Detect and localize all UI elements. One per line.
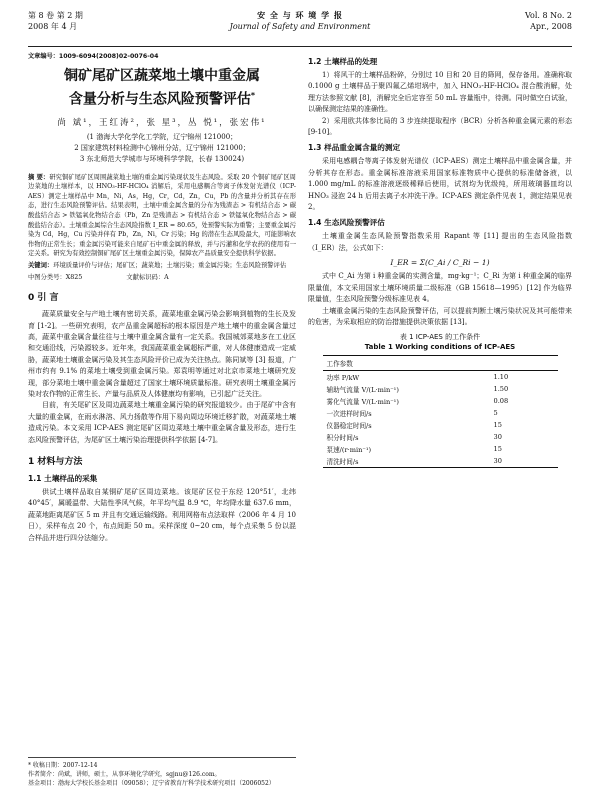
affiliation-1: (1 渤海大学化学化工学院，辽宁锦州 121000；	[86, 132, 238, 141]
table-header-cell: 工作参数	[323, 356, 490, 371]
footnote-funding: 基金项目：渤海大学校长基金项目（09058）；辽宁省教育厅科学技术研究项目（2006052）	[28, 780, 275, 787]
section-heading-materials: 1 材料与方法	[28, 457, 83, 468]
subsection-heading-1-4: 1.4 生态风险预警评估	[308, 218, 385, 228]
running-header	[28, 10, 572, 47]
table-cell-param: 雾化气流量 V/(L·min⁻¹)	[326, 398, 399, 407]
right-column	[308, 52, 572, 792]
table-1-caption-cn: 表 1 ICP-AES 的工作条件	[399, 333, 481, 342]
affiliations	[28, 132, 296, 165]
author-list: 尚 斌¹，王红涛²，张 星³，丛 悦¹，张宏伟¹	[57, 117, 267, 128]
title-footnote-mark: *	[250, 91, 256, 100]
left-column	[28, 52, 296, 792]
footnote	[28, 757, 296, 788]
table-row	[323, 443, 558, 455]
sample-treatment-paragraph-1: 1）将风干的土壤样品粉碎，分别过 10 目和 20 目的筛网，保存备用。准确称取 0.1000 g 土壤样品于聚四氟乙烯坩埚中，加入 HNO₃-HF-HClO₄ 混合酸消解，处理方法参照文献 [8]，消解完全后定容至 50 mL 容量瓶中，待测。同时做空白试验，以确保测定结果的准确性。	[308, 71, 572, 114]
subsection-heading-1-2: 1.2 土壤样品的处理	[308, 57, 378, 66]
affiliation-2: 2 国家建筑材料检测中心锦州分站，辽宁锦州 121000；	[74, 143, 250, 152]
table-row	[323, 407, 558, 419]
journal-name-en: Journal of Safety and Environment	[229, 22, 371, 31]
table-cell-param: 清洗时间/s	[323, 455, 490, 468]
classification	[28, 273, 296, 283]
table-cell-param: 仪器稳定时间/s	[326, 422, 372, 431]
table-row	[323, 383, 558, 395]
table-1-grid	[323, 355, 558, 468]
measurement-paragraph: 采用电感耦合等离子体发射光谱仪（ICP-AES）测定土壤样品中重金属含量，并分析其存在形态。重金属标准溶液采用国家标准物质中心提供的标准储备液，以 1.000 mg/mL 的标准溶液逐级稀释后使用，试剂均为优级纯，所用玻璃器皿均以 HNO₃ 浸泡 24 h 后用去离子水冲洗干净。ICP-AES 测定条件见表 1，测定结果见表 2。	[308, 157, 572, 212]
table-cell-value: 1.10	[493, 373, 509, 382]
table-cell-param: 泵速/(r·min⁻¹)	[326, 446, 372, 455]
table-row	[323, 419, 558, 431]
section-heading-intro: 0 引 言	[28, 293, 59, 304]
table-header-row	[323, 356, 558, 371]
abstract-text: 研究铜矿尾矿区周围蔬菜地土壤的重金属污染现状及生态风险。采取 20 个铜矿尾矿区周边菜地的土壤样本，以 HNO₃-HF-HClO₄ 消解后，采用电感耦合等离子体发射光谱仪（ICP-AES）测定土壤样品中 Mn，Ni，As，Hg，Cr，Cd，Zn，Cu，Pb 的含量并分析其存在形态，进行生态风险预警评估。结果表明，土壤中重金属含量的分布为残渣态 > 有机结合态 > 碳酸盐结合态 > 铁锰氧化物结合态（Pb，Zn 是残渣态 > 有机结合态 > 铁锰氧化物结合态 > 碳酸盐结合态）。土壤重金属综合生态风险指数 I_ER = 80.65，处预警实际为重警；主要重金属污染为 Cd，Hg，Cu 污染并伴有 Pb，Zn，Ni，Cr 污染；Hg 的潜在生态风险最大，可能影响农作物的正常生长；重金属污染可能来自尾矿石中重金属的释放，并与污灌和化学农药的使用有一定关系。研究为有效控制铜矿尾矿区土壤重金属污染，保障农产品质量安全提供科学依据。	[28, 173, 296, 258]
keywords-text: 环境质量评价与评估；尾矿区；蔬菜地；土壤污染；重金属污染；生态风险预警评估	[53, 262, 287, 269]
subsection-heading-1-1: 1.1 土壤样品的采集	[28, 474, 98, 484]
table-row	[323, 431, 558, 443]
table-cell-value: 1.50	[493, 385, 509, 394]
title-line-2: 含量分析与生态风险预警评估	[68, 91, 251, 108]
table-row	[323, 371, 558, 384]
keywords	[28, 261, 296, 271]
abstract	[28, 173, 296, 259]
sample-treatment-paragraph-2: 2）采用欧共体参比局的 3 步连续提取程序（BCR）分析各种重金属元素的形态 [9-10]。	[308, 116, 572, 137]
article-id: 文章编号：1009-6094(2008)02-0076-04	[28, 53, 159, 60]
date-cn: 2008 年 4 月	[28, 22, 78, 31]
risk-index-formula: I_ER = Σ(C_Ai / C_Ri − 1)	[390, 258, 490, 268]
risk-paragraph-1: 土壤重金属生态风险预警指数采用 Rapant 等 [11] 提出的生态风险指数（I_ER）法，公式如下：	[308, 232, 572, 252]
paper-title	[28, 67, 296, 110]
title-line-1: 铜矿尾矿区蔬菜地土壤中重金属	[64, 68, 260, 84]
table-1-caption-en: Table 1 Working conditions of ICP-AES	[364, 343, 516, 352]
volume-issue-en	[525, 10, 572, 32]
clc-number: 中图分类号：X825	[28, 273, 83, 281]
date-en: Apr., 2008	[530, 22, 572, 31]
table-cell-value: 0.08	[493, 397, 509, 406]
table-row	[323, 395, 558, 407]
table-cell-value: 15	[493, 421, 502, 430]
footnote-author: 作者简介：尚斌，讲师，硕士，从事环境化学研究，sgjnu@126.com。	[28, 771, 221, 778]
volume-cn: 第 8 卷 第 2 期	[28, 11, 83, 20]
table-cell-param: 积分时间/s	[326, 434, 359, 443]
table-cell-value: 5	[493, 409, 498, 418]
affiliation-3: 3 东北师范大学城市与环境科学学院，长春 130024)	[79, 154, 245, 163]
table-row	[323, 455, 558, 468]
abstract-label: 摘 要：	[28, 173, 50, 181]
journal-name-cn: 安 全 与 环 境 学 报	[257, 11, 343, 20]
table-cell-value: 30	[493, 433, 502, 442]
sampling-paragraph: 供试土壤样品取自某铜矿尾矿区周边菜地。该尾矿区位于东经 120°51′，北纬 40°45′，属暖温带、大陆性季风气候，年平均气温 8.9 ℃，年均降水量 637.6 mm，蔬菜地距离尾矿区 5 m 并且有交通运输线路。利用网格布点法取样（2006 年 4 月 10 日），采样布点 20 个，布点间距 50 m。采样深度 0~20 cm，每个点采集 5 份以混合样品并进行四分法缩分。	[28, 488, 296, 542]
footnote-received: * 收稿日期：2007-12-14	[28, 762, 98, 769]
table-cell-value: 30	[490, 455, 558, 468]
intro-paragraph-1: 蔬菜质量安全与产地土壤有密切关系，蔬菜地重金属污染会影响到植物的生长及发育 [1-2]。一些研究表明，农产品重金属超标的根本原因是产地土壤中的重金属含量过高，蔬菜中重金属含量往往与土壤中重金属含量有一定关系。我国城郊菜地多在工业区和交通沿线，污染源较多。近年来，我国蔬菜重金属超标严重，对人体健康造成一定威胁，蔬菜地土壤重金属污染及其生态风险评价已成为关注热点。陈同斌等 [3] 报道，广州市约有 9.1% 的菜地土壤受到重金属污染。郑袁明等通过对北京市菜地土壤研究发现，部分菜地土壤中重金属含量超过了国家土壤环境质量标准。研究表明土壤重金属污染对农作物的正常生长、产量与品质及人体健康均有影响，已引起广泛关注。	[28, 310, 296, 399]
risk-paragraph-3: 土壤重金属污染的生态风险预警评估，可以提前判断土壤污染状况及其可能带来的危害，为采取相应的防治措施提供决策依据 [13]。	[308, 306, 572, 326]
risk-paragraph-2: 式中 C_Ai 为第 i 种重金属的实测含量，mg·kg⁻¹；C_Ri 为第 i 种重金属的临界限量值，本文采用国家土壤环境质量二级标准（GB 15618—1995）[12] 作为临界限量值，生态风险预警分级标准见表 4。	[308, 272, 572, 304]
table-cell-value: 15	[493, 445, 502, 454]
volume-en: Vol. 8 No. 2	[525, 11, 572, 20]
intro-paragraph-2: 目前，有关尾矿区及周边蔬菜地土壤重金属污染的研究报道较少。由于尾矿中含有大量的重金属，在雨水淋溶、风力扬散等作用下易向周边环境迁移扩散，对蔬菜地土壤造成污染。本文采用 ICP-AES 测定尾矿区周边菜地土壤中重金属含量及形态，进行生态风险预警评估，为尾矿区土壤污染治理提供科学依据 [4-7]。	[28, 401, 296, 444]
table-1	[308, 332, 572, 468]
journal-name	[28, 10, 572, 32]
table-cell-param: 功率 P/kW	[326, 374, 360, 383]
subsection-heading-1-3: 1.3 样品重金属含量的测定	[308, 143, 401, 153]
document-code: 文献标识码：A	[126, 273, 169, 281]
table-cell-param: 一次进样时间/s	[326, 410, 372, 419]
table-cell-param: 辅助气流量 V/(L·min⁻¹)	[326, 386, 399, 395]
table-header-empty	[490, 356, 558, 371]
keywords-label: 关键词：	[28, 262, 54, 269]
